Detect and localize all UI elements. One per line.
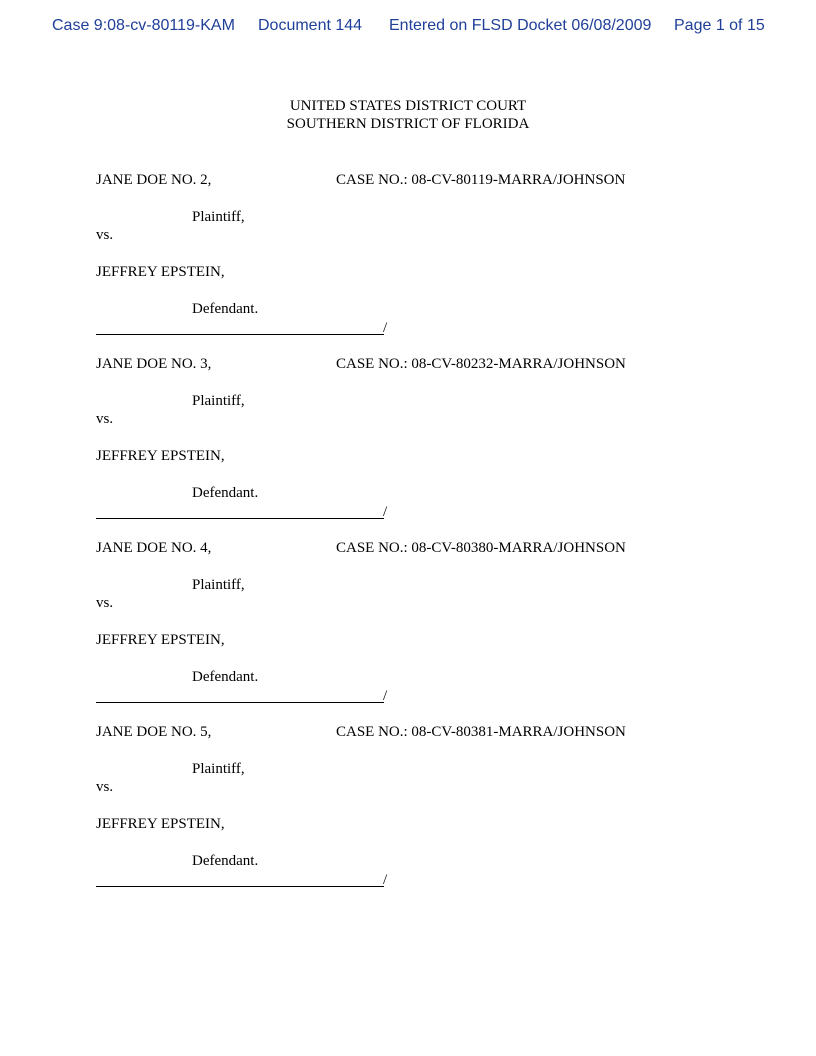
docket-document-number: Document 144 [258, 17, 363, 34]
docket-entered-date: Entered on FLSD Docket 06/08/2009 [389, 17, 652, 34]
plaintiff-label: Plaintiff, [192, 577, 245, 593]
case-number: CASE NO.: 08-CV-80380-MARRA/JOHNSON [336, 540, 626, 556]
case-number: CASE NO.: 08-CV-80381-MARRA/JOHNSON [336, 724, 626, 740]
versus-label: vs. [96, 411, 114, 427]
defendant-name: JEFFREY EPSTEIN, [96, 632, 225, 648]
plaintiff-name: JANE DOE NO. 2, [96, 172, 212, 188]
plaintiff-name: JANE DOE NO. 5, [96, 724, 212, 740]
docket-case-number: Case 9:08-cv-80119-KAM [52, 17, 235, 34]
caption-slash: / [383, 872, 388, 888]
plaintiff-name: JANE DOE NO. 3, [96, 356, 212, 372]
caption-rule [96, 885, 384, 887]
court-title [0, 97, 816, 133]
caption-slash: / [383, 504, 388, 520]
caption-rule [96, 701, 384, 703]
defendant-name: JEFFREY EPSTEIN, [96, 816, 225, 832]
case-caption [0, 539, 816, 709]
caption-rule [96, 517, 384, 519]
court-name: UNITED STATES DISTRICT COURT [289, 98, 527, 114]
case-number: CASE NO.: 08-CV-80119-MARRA/JOHNSON [336, 172, 626, 188]
defendant-label: Defendant. [192, 485, 259, 501]
caption-rule [96, 333, 384, 335]
docket-page-number: Page 1 of 15 [674, 17, 765, 34]
defendant-name: JEFFREY EPSTEIN, [96, 448, 225, 464]
caption-slash: / [383, 688, 388, 704]
defendant-label: Defendant. [192, 853, 259, 869]
defendant-label: Defendant. [192, 669, 259, 685]
case-number: CASE NO.: 08-CV-80232-MARRA/JOHNSON [336, 356, 626, 372]
plaintiff-label: Plaintiff, [192, 761, 245, 777]
versus-label: vs. [96, 227, 114, 243]
case-caption [0, 355, 816, 525]
case-caption [0, 723, 816, 893]
versus-label: vs. [96, 779, 114, 795]
defendant-name: JEFFREY EPSTEIN, [96, 264, 225, 280]
defendant-label: Defendant. [192, 301, 259, 317]
plaintiff-label: Plaintiff, [192, 209, 245, 225]
court-district: SOUTHERN DISTRICT OF FLORIDA [286, 116, 530, 132]
case-caption [0, 171, 816, 341]
caption-slash: / [383, 320, 388, 336]
docket-header [0, 17, 816, 39]
plaintiff-label: Plaintiff, [192, 393, 245, 409]
versus-label: vs. [96, 595, 114, 611]
plaintiff-name: JANE DOE NO. 4, [96, 540, 212, 556]
